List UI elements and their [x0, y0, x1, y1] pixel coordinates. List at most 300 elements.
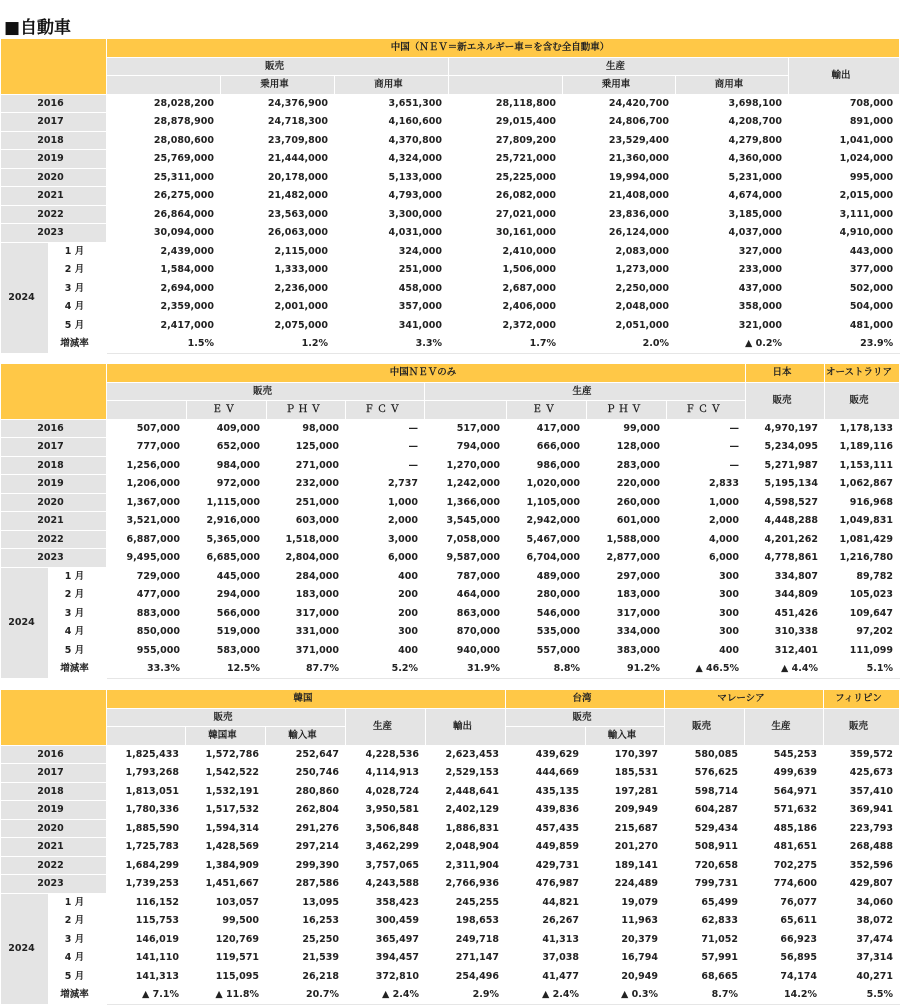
- table-cell: 280,860: [266, 782, 346, 801]
- table-cell: 28,878,900: [107, 113, 221, 132]
- table-cell: 5.5%: [824, 986, 900, 1005]
- table-row: [1, 316, 900, 335]
- table-cell: 358,423: [346, 893, 426, 912]
- table-row: [1, 187, 900, 206]
- table-cell: 260,000: [587, 493, 667, 512]
- table-cell: 1,081,429: [825, 530, 900, 549]
- table-cell: 19,994,000: [563, 168, 676, 187]
- table-cell: 603,000: [267, 512, 346, 531]
- table-cell: 28,028,200: [107, 94, 221, 113]
- table-cell: 20,178,000: [221, 168, 335, 187]
- table-cell: 1,041,000: [789, 131, 900, 150]
- header-taiwan-sales: 販売: [506, 708, 665, 727]
- header-fcv: Ｆ Ｃ Ｖ: [667, 401, 746, 420]
- table-row: [1, 168, 900, 187]
- table-row: [1, 438, 900, 457]
- table-cell: 2,766,936: [426, 875, 506, 894]
- table-cell: 1,105,000: [507, 493, 587, 512]
- table-cell: 1,000: [667, 493, 746, 512]
- table-row: [1, 801, 900, 820]
- header-phv: Ｐ Ｈ Ｖ: [267, 401, 346, 420]
- year-label-2024: 2024: [1, 567, 49, 678]
- table-cell: 2,804,000: [267, 549, 346, 568]
- header-sales: 販売: [107, 382, 425, 401]
- table-cell: 120,769: [186, 930, 266, 949]
- table-cell: 2,406,000: [449, 298, 563, 317]
- table-cell: 1,594,314: [186, 819, 266, 838]
- table-row: [1, 279, 900, 298]
- table-cell: 1,024,000: [789, 150, 900, 169]
- corner-header: [1, 364, 107, 420]
- table-cell: 1,062,867: [825, 475, 900, 494]
- table-cell: 1,384,909: [186, 856, 266, 875]
- table-cell: 377,000: [789, 261, 900, 280]
- table-row: [1, 205, 900, 224]
- table-cell: 317,000: [587, 604, 667, 623]
- table-row: [1, 530, 900, 549]
- region-philippines: フィリピン: [824, 690, 900, 709]
- table-cell: 4,448,288: [746, 512, 825, 531]
- table-cell: 2,359,000: [107, 298, 221, 317]
- header-philippines-sales: 販売: [824, 708, 900, 745]
- table-cell: 583,000: [187, 641, 267, 660]
- year-label: 2022: [1, 856, 107, 875]
- table-cell: 76,077: [745, 893, 824, 912]
- table-cell: 604,287: [665, 801, 745, 820]
- table-cell: 1,506,000: [449, 261, 563, 280]
- table-cell: 2,048,000: [563, 298, 676, 317]
- year-label: 2021: [1, 512, 107, 531]
- table-cell: 16,253: [266, 912, 346, 931]
- table-cell: 297,214: [266, 838, 346, 857]
- header-fcv: Ｆ Ｃ Ｖ: [346, 401, 425, 420]
- month-label: 4 月: [49, 298, 107, 317]
- table-cell: 2,417,000: [107, 316, 221, 335]
- table-cell: 372,810: [346, 967, 426, 986]
- table-cell: 271,147: [426, 949, 506, 968]
- table-cell: 2,448,641: [426, 782, 506, 801]
- table-cell: ▲ 2.4%: [506, 986, 586, 1005]
- table-cell: 972,000: [187, 475, 267, 494]
- growth-label: 増減率: [49, 335, 107, 354]
- table-cell: 1.5%: [107, 335, 221, 354]
- table-cell: 105,023: [825, 586, 900, 605]
- table-cell: 4,970,197: [746, 419, 825, 438]
- table-cell: 517,000: [425, 419, 507, 438]
- table-row: [1, 567, 900, 586]
- table-cell: 2,372,000: [449, 316, 563, 335]
- table-cell: 103,057: [186, 893, 266, 912]
- table-cell: —: [667, 419, 746, 438]
- table-cell: 3,111,000: [789, 205, 900, 224]
- table-cell: 20.7%: [266, 986, 346, 1005]
- table-cell: 65,499: [665, 893, 745, 912]
- header-total: [107, 727, 186, 746]
- table-cell: 254,496: [426, 967, 506, 986]
- table-cell: 1,886,831: [426, 819, 506, 838]
- table-cell: 1,684,299: [107, 856, 186, 875]
- table-row: [1, 641, 900, 660]
- table-cell: 8.8%: [507, 660, 587, 679]
- table-cell: —: [667, 438, 746, 457]
- table-cell: 1,049,831: [825, 512, 900, 531]
- month-label: 3 月: [49, 930, 107, 949]
- header-australia-sales: 販売: [825, 382, 900, 419]
- table-cell: 394,457: [346, 949, 426, 968]
- table-cell: 233,000: [676, 261, 789, 280]
- table-cell: 66,923: [745, 930, 824, 949]
- table-cell: 24,806,700: [563, 113, 676, 132]
- table-cell: 115,095: [186, 967, 266, 986]
- region-australia: オーストラリア: [825, 364, 900, 383]
- table-cell: 1,256,000: [107, 456, 187, 475]
- table-cell: 232,000: [267, 475, 346, 494]
- table-cell: 429,807: [824, 875, 900, 894]
- table-cell: 30,094,000: [107, 224, 221, 243]
- table-cell: 284,000: [267, 567, 346, 586]
- table-cell: 2,529,153: [426, 764, 506, 783]
- table-cell: 476,987: [506, 875, 586, 894]
- table-cell: 27,809,200: [449, 131, 563, 150]
- table-cell: 352,596: [824, 856, 900, 875]
- header-japan-sales: 販売: [746, 382, 825, 419]
- table-cell: 1,813,051: [107, 782, 186, 801]
- table-cell: 489,000: [507, 567, 587, 586]
- table-cell: 34,060: [824, 893, 900, 912]
- table-cell: 787,000: [425, 567, 507, 586]
- table-cell: 3,300,000: [335, 205, 449, 224]
- table-cell: 2,000: [346, 512, 425, 531]
- table-cell: 31.9%: [425, 660, 507, 679]
- table-cell: ▲ 2.4%: [346, 986, 426, 1005]
- table-row: [1, 586, 900, 605]
- table-cell: 557,000: [507, 641, 587, 660]
- table-cell: 2,311,904: [426, 856, 506, 875]
- year-label: 2017: [1, 438, 107, 457]
- table-row: [1, 549, 900, 568]
- table-cell: 300: [667, 586, 746, 605]
- table-cell: 955,000: [107, 641, 187, 660]
- year-label-2024: 2024: [1, 893, 49, 1004]
- table-cell: 359,572: [824, 745, 900, 764]
- year-label: 2018: [1, 782, 107, 801]
- table-cell: 1,725,783: [107, 838, 186, 857]
- header-sales: 販売: [107, 57, 449, 76]
- table-row: [1, 604, 900, 623]
- table-cell: 223,793: [824, 819, 900, 838]
- table-cell: 14.2%: [745, 986, 824, 1005]
- table-cell: 1,584,000: [107, 261, 221, 280]
- table-row: [1, 745, 900, 764]
- table-cell: 499,639: [745, 764, 824, 783]
- table-cell: 409,000: [187, 419, 267, 438]
- table-cell: 435,135: [506, 782, 586, 801]
- table-cell: 37,474: [824, 930, 900, 949]
- table-cell: 1,428,569: [186, 838, 266, 857]
- table-cell: 6,887,000: [107, 530, 187, 549]
- table-cell: ▲ 7.1%: [107, 986, 186, 1005]
- year-label: 2020: [1, 493, 107, 512]
- table-cell: 40,271: [824, 967, 900, 986]
- table-cell: 502,000: [789, 279, 900, 298]
- table-cell: 546,000: [507, 604, 587, 623]
- table-cell: 26,275,000: [107, 187, 221, 206]
- table-cell: 25,769,000: [107, 150, 221, 169]
- table-cell: 37,038: [506, 949, 586, 968]
- table-cell: 5,467,000: [507, 530, 587, 549]
- table-cell: 6,000: [346, 549, 425, 568]
- table-cell: 23,836,000: [563, 205, 676, 224]
- table-cell: 2,015,000: [789, 187, 900, 206]
- table-cell: 1,153,111: [825, 456, 900, 475]
- table-row: [1, 893, 900, 912]
- table-cell: 6,000: [667, 549, 746, 568]
- table-cell: 5.2%: [346, 660, 425, 679]
- table-cell: 445,000: [187, 567, 267, 586]
- table-cell: 2,001,000: [221, 298, 335, 317]
- table-cell: 312,401: [746, 641, 825, 660]
- table-cell: 141,110: [107, 949, 186, 968]
- table-cell: 98,000: [267, 419, 346, 438]
- table-cell: 344,809: [746, 586, 825, 605]
- table-cell: 437,000: [676, 279, 789, 298]
- table-cell: 2,075,000: [221, 316, 335, 335]
- table-cell: 2.0%: [563, 335, 676, 354]
- table-cell: 119,571: [186, 949, 266, 968]
- table-cell: 545,253: [745, 745, 824, 764]
- table-cell: 300: [667, 567, 746, 586]
- table-cell: 1,242,000: [425, 475, 507, 494]
- table-cell: 9,495,000: [107, 549, 187, 568]
- table-cell: 417,000: [507, 419, 587, 438]
- table-cell: 1,739,253: [107, 875, 186, 894]
- table-cell: 4,324,000: [335, 150, 449, 169]
- table-cell: 1,178,133: [825, 419, 900, 438]
- table-cell: 209,949: [586, 801, 665, 820]
- table-cell: 4,793,000: [335, 187, 449, 206]
- table-row: [1, 838, 900, 857]
- table-cell: 564,971: [745, 782, 824, 801]
- table-cell: 115,753: [107, 912, 186, 931]
- year-label: 2017: [1, 764, 107, 783]
- table-cell: 2,877,000: [587, 549, 667, 568]
- table-cell: 3,698,100: [676, 94, 789, 113]
- table-cell: 251,000: [335, 261, 449, 280]
- table-row: [1, 242, 900, 261]
- table-cell: 1,780,336: [107, 801, 186, 820]
- table-cell: 65,611: [745, 912, 824, 931]
- table-cell: 317,000: [267, 604, 346, 623]
- table-cell: 25,250: [266, 930, 346, 949]
- table-cell: 601,000: [587, 512, 667, 531]
- table-cell: 3,462,299: [346, 838, 426, 857]
- table-cell: 1,115,000: [187, 493, 267, 512]
- table-cell: 598,714: [665, 782, 745, 801]
- table-cell: 297,000: [587, 567, 667, 586]
- corner-header: [1, 690, 107, 746]
- table-cell: 1,189,116: [825, 438, 900, 457]
- table-cell: 439,629: [506, 745, 586, 764]
- table-cell: 566,000: [187, 604, 267, 623]
- table-cell: 41,313: [506, 930, 586, 949]
- table-cell: 41,477: [506, 967, 586, 986]
- table-cell: 984,000: [187, 456, 267, 475]
- table-cell: 16,794: [586, 949, 665, 968]
- table-cell: —: [346, 456, 425, 475]
- table-cell: 283,000: [587, 456, 667, 475]
- header-total: [425, 401, 507, 420]
- table-cell: 183,000: [587, 586, 667, 605]
- table-cell: 183,000: [267, 586, 346, 605]
- table-cell: 4,778,861: [746, 549, 825, 568]
- table-cell: 3.3%: [335, 335, 449, 354]
- table-cell: 485,186: [745, 819, 824, 838]
- table-cell: 383,000: [587, 641, 667, 660]
- month-label: 2 月: [49, 586, 107, 605]
- table-cell: 291,276: [266, 819, 346, 838]
- table-cell: 529,434: [665, 819, 745, 838]
- table-cell: 439,836: [506, 801, 586, 820]
- region-japan: 日本: [746, 364, 825, 383]
- table-cell: 3,506,848: [346, 819, 426, 838]
- table-row: [1, 419, 900, 438]
- table-cell: 19,079: [586, 893, 665, 912]
- table-cell: 2,942,000: [507, 512, 587, 531]
- table-cell: 400: [346, 641, 425, 660]
- table-cell: ▲ 46.5%: [667, 660, 746, 679]
- table-row: [1, 475, 900, 494]
- table-cell: 26,864,000: [107, 205, 221, 224]
- year-label: 2023: [1, 549, 107, 568]
- table-cell: 2,051,000: [563, 316, 676, 335]
- region-malaysia: マレーシア: [665, 690, 824, 709]
- month-label: 1 月: [49, 893, 107, 912]
- table-cell: 2,439,000: [107, 242, 221, 261]
- table-cell: 271,000: [267, 456, 346, 475]
- table-cell: 1,588,000: [587, 530, 667, 549]
- year-label: 2018: [1, 456, 107, 475]
- table-cell: 400: [346, 567, 425, 586]
- table-cell: 365,497: [346, 930, 426, 949]
- china-all-table: [0, 38, 900, 354]
- month-label: 1 月: [49, 567, 107, 586]
- table-cell: 24,376,900: [221, 94, 335, 113]
- region-taiwan: 台湾: [506, 690, 665, 709]
- table-cell: 215,687: [586, 819, 665, 838]
- table-row: [1, 512, 900, 531]
- table-row: [1, 967, 900, 986]
- table-cell: 1,216,780: [825, 549, 900, 568]
- table-cell: 20,379: [586, 930, 665, 949]
- corner-header: [1, 39, 107, 95]
- table-row: [1, 930, 900, 949]
- year-label: 2016: [1, 419, 107, 438]
- table-cell: 21,408,000: [563, 187, 676, 206]
- table-row: [1, 949, 900, 968]
- month-label: 5 月: [49, 641, 107, 660]
- table-cell: 62,833: [665, 912, 745, 931]
- table-cell: 300: [346, 623, 425, 642]
- table-cell: 111,099: [825, 641, 900, 660]
- table-cell: 30,161,000: [449, 224, 563, 243]
- table-cell: 23.9%: [789, 335, 900, 354]
- table-cell: 477,000: [107, 586, 187, 605]
- table-cell: 300: [667, 604, 746, 623]
- table-row: [1, 493, 900, 512]
- table-row: [1, 819, 900, 838]
- table-cell: 128,000: [587, 438, 667, 457]
- year-label: 2020: [1, 168, 107, 187]
- table-cell: 68,665: [665, 967, 745, 986]
- table-cell: 6,685,000: [187, 549, 267, 568]
- table-cell: 481,651: [745, 838, 824, 857]
- table-cell: 774,600: [745, 875, 824, 894]
- table-cell: 299,390: [266, 856, 346, 875]
- table-cell: 23,563,000: [221, 205, 335, 224]
- month-label: 2 月: [49, 912, 107, 931]
- table-cell: 324,000: [335, 242, 449, 261]
- table-cell: 799,731: [665, 875, 745, 894]
- table-cell: 870,000: [425, 623, 507, 642]
- year-label: 2019: [1, 801, 107, 820]
- table-cell: 250,746: [266, 764, 346, 783]
- table-cell: 89,782: [825, 567, 900, 586]
- table-cell: 21,444,000: [221, 150, 335, 169]
- table-cell: 429,731: [506, 856, 586, 875]
- table-cell: 26,063,000: [221, 224, 335, 243]
- table-cell: 357,000: [335, 298, 449, 317]
- header-total: [449, 76, 563, 95]
- table-cell: 38,072: [824, 912, 900, 931]
- table-cell: 2,833: [667, 475, 746, 494]
- table-cell: 1,885,590: [107, 819, 186, 838]
- table-row: [1, 456, 900, 475]
- header-total: [107, 401, 187, 420]
- table-cell: 334,000: [587, 623, 667, 642]
- table-cell: 294,000: [187, 586, 267, 605]
- table-cell: 21,539: [266, 949, 346, 968]
- table-cell: 916,968: [825, 493, 900, 512]
- header-production: 生産: [449, 57, 789, 76]
- table-cell: 189,141: [586, 856, 665, 875]
- table-cell: 287,586: [266, 875, 346, 894]
- table-cell: 1,206,000: [107, 475, 187, 494]
- table-cell: 5,133,000: [335, 168, 449, 187]
- header-korea-sales: 販売: [107, 708, 346, 727]
- table-cell: 26,218: [266, 967, 346, 986]
- table-cell: 268,488: [824, 838, 900, 857]
- table-cell: 666,000: [507, 438, 587, 457]
- growth-label: 増減率: [49, 660, 107, 679]
- table-cell: ▲ 0.2%: [676, 335, 789, 354]
- table-cell: 56,895: [745, 949, 824, 968]
- table-cell: 91.2%: [587, 660, 667, 679]
- table-row: [1, 261, 900, 280]
- table-cell: 1,572,786: [186, 745, 266, 764]
- header-commercial: 商用車: [676, 76, 789, 95]
- table-cell: 21,482,000: [221, 187, 335, 206]
- table-cell: 4,028,724: [346, 782, 426, 801]
- table-cell: 508,911: [665, 838, 745, 857]
- header-commercial: 商用車: [335, 76, 449, 95]
- table-cell: 116,152: [107, 893, 186, 912]
- table-cell: 720,658: [665, 856, 745, 875]
- header-imported: 輸入車: [586, 727, 665, 746]
- year-label-2024: 2024: [1, 242, 49, 353]
- table-cell: 1,451,667: [186, 875, 266, 894]
- table-cell: 652,000: [187, 438, 267, 457]
- page-title: ■自動車: [4, 18, 72, 38]
